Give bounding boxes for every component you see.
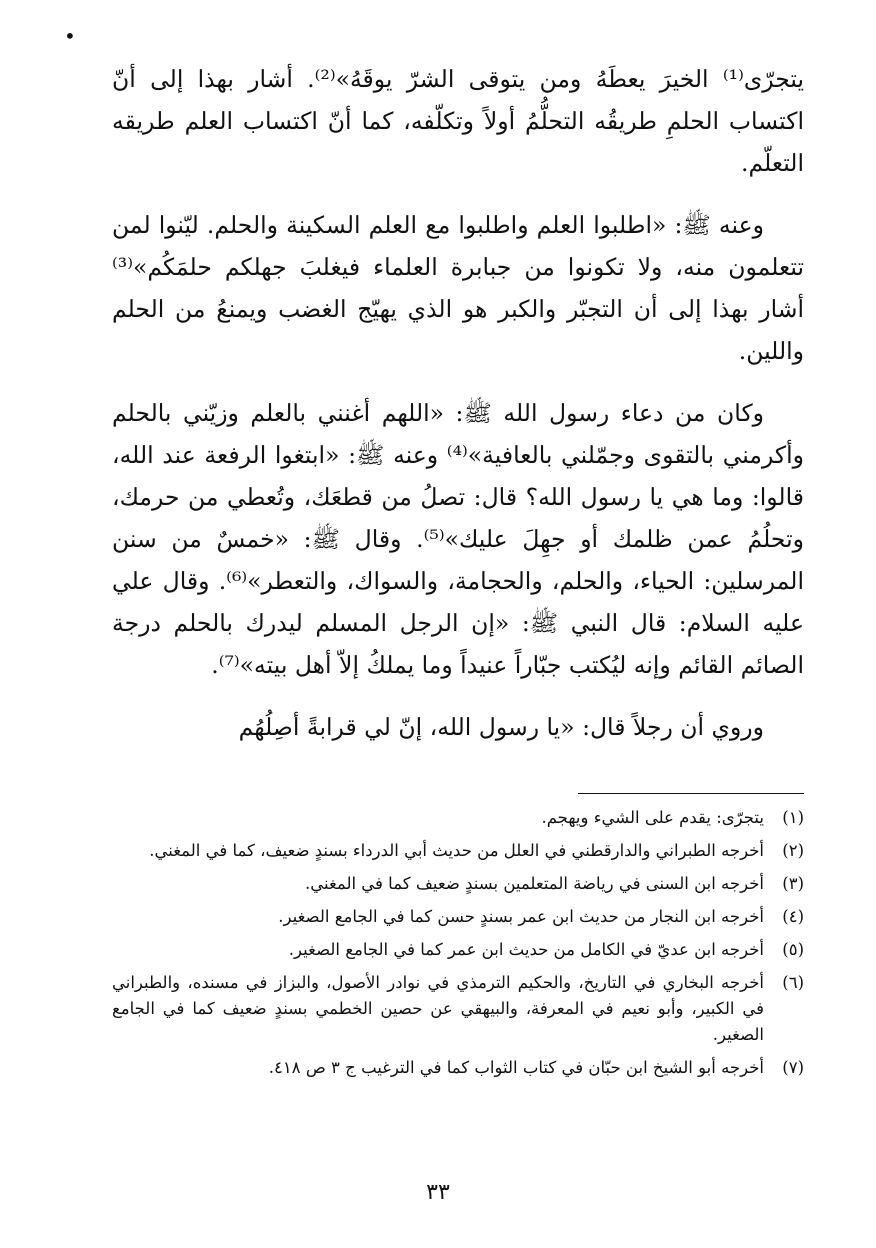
corner-mark: • [64, 24, 76, 48]
footnote [112, 871, 804, 897]
paragraph-3: وكان من دعاء رسول الله ﷺ: «اللهم أغنني بالعلم وزيّني بالحلم وأكرمني بالتقوى وجمّلني بالعافية»⁽⁴⁾ وعنه ﷺ: «ابتغوا الرفعة عند الله، قالوا: وما هي يا رسول الله؟ قال: تصلُ من قطعَك، وتُعطي من حرمك، وتحلُمُ عمن ظلمك أو جهِلَ عليك»⁽⁵⁾. وقال ﷺ: «خمسٌ من سنن المرسلين: الحياء، والحلم، والحجامة، والسواك، والتعطر»⁽⁶⁾. وقال علي عليه السلام: قال النبي ﷺ: «إن الرجل المسلم ليدرك بالحلم درجة الصائم القائم وإنه ليُكتب جبّاراً عنيداً وما يملكُ إلاّ أهل بيته»⁽⁷⁾. [112, 399, 804, 679]
footnote [112, 805, 804, 831]
page-number: ٣٣ [426, 1180, 450, 1205]
footnote-text: أخرجه البخاري في التاريخ، والحكيم الترمذي في نوادر الأصول، والبزاز في مسنده، والطبراني في الكبير، وأبو نعيم في المعرفة، والبيهقي عن حصين الخطمي بسندٍ ضعيف كما في الجامع الصغير. [112, 973, 764, 1044]
footnote [112, 838, 804, 864]
footnote-text: أخرجه ابن عديّ في الكامل من حديث ابن عمر كما في الجامع الصغير. [288, 940, 764, 959]
footnotes [112, 805, 804, 1088]
footnote-number: (٢) [782, 841, 804, 860]
footnote-text: أخرجه ابن السنى في رياضة المتعلمين بسندٍ ضعيف كما في المغني. [304, 874, 764, 893]
footnote-text: يتجرّى: يقدم على الشيء ويهجم. [541, 808, 764, 827]
footnote-text: أخرجه أبو الشيخ ابن حبّان في كتاب الثواب كما في الترغيب ج ٣ ص ٤١٨. [268, 1058, 764, 1077]
footnote-number: (٣) [782, 874, 804, 893]
footnote-separator [578, 793, 804, 794]
footnote-number: (٦) [782, 973, 804, 992]
footnote [112, 904, 804, 930]
footnote-text: أخرجه الطبراني والدارقطني في العلل من حديث أبي الدرداء بسندٍ ضعيف، كما في المغني. [149, 841, 764, 860]
footnote-number: (٤) [782, 907, 804, 926]
main-text [112, 58, 804, 748]
paragraph-4: وروي أن رجلاً قال: «يا رسول الله، إنّ لي قرابةً أصِلُهُم [238, 713, 764, 741]
footnote [112, 970, 804, 1048]
footnote [112, 937, 804, 963]
footnote-number: (١) [782, 808, 804, 827]
footnote-number: (٧) [782, 1058, 804, 1077]
footnote [112, 1055, 804, 1081]
paragraph-1: يتجرّى⁽¹⁾ الخيرَ يعطَهُ ومن يتوقى الشرّ يوقَهُ»⁽²⁾. أشار بهذا إلى أنّ اكتساب الحلمِ طريقُه التحلُّمُ أولاً وتكلّفه، كما أنّ اكتساب العلم طريقه التعلّم. [112, 65, 804, 177]
footnote-text: أخرجه ابن النجار من حديث ابن عمر بسندٍ حسن كما في الجامع الصغير. [278, 907, 764, 926]
paragraph-2: وعنه ﷺ: «اطلبوا العلم واطلبوا مع العلم السكينة والحلم. ليّنوا لمن تتعلمون منه، ولا تكونوا من جبابرة العلماء فيغلبَ جهلكم حلمَكُم»⁽³⁾ أشار بهذا إلى أن التجبّر والكبر هو الذي يهيّج الغضب ويمنعُ من الحلم واللين. [112, 211, 804, 365]
footnote-number: (٥) [782, 940, 804, 959]
